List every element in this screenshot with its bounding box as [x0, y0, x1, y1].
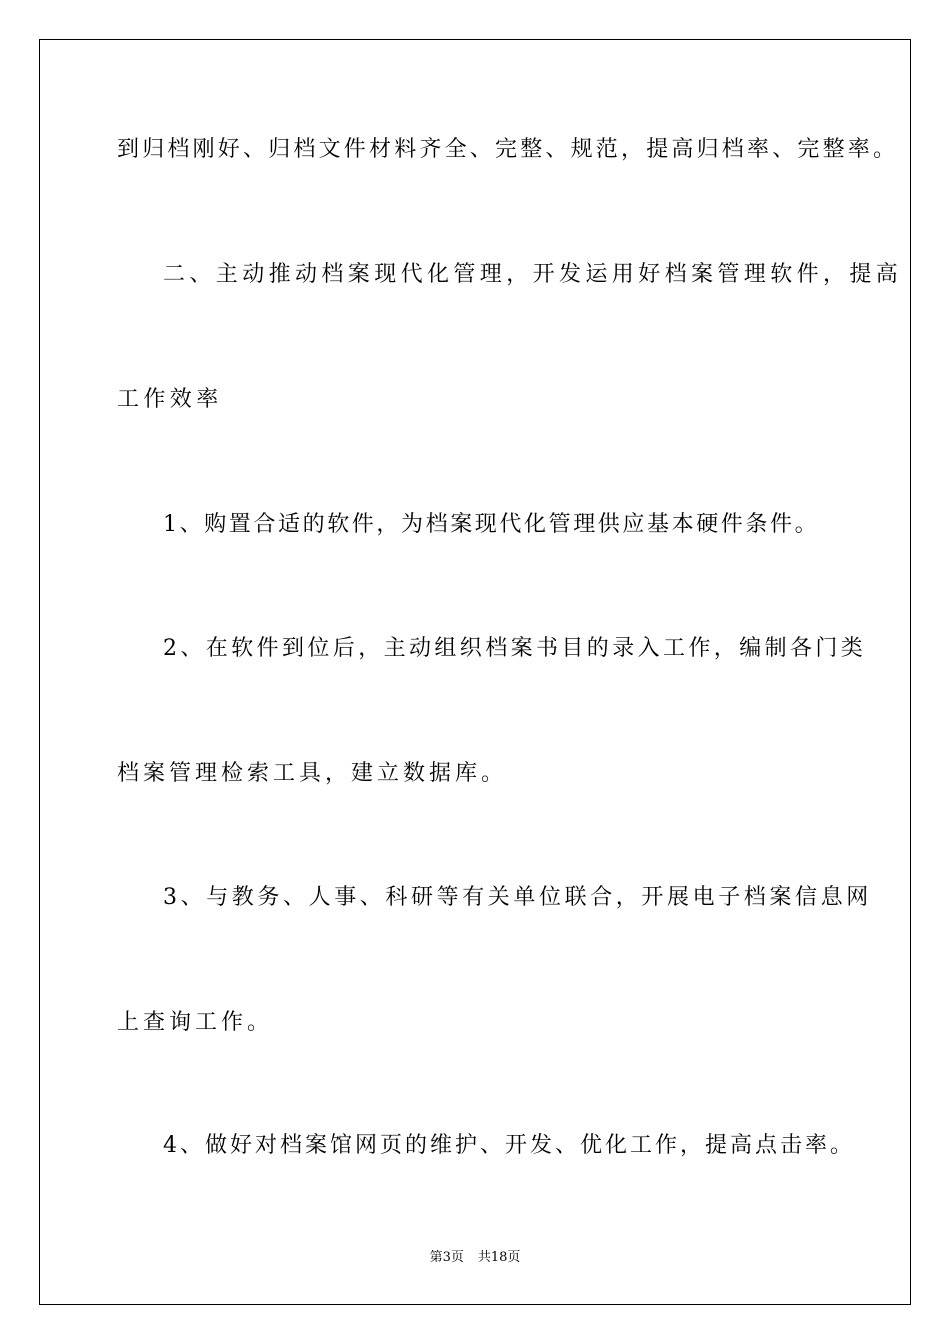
list-item-3-continued: 上查询工作。 — [117, 1010, 274, 1035]
page-number: 第3页 — [429, 1250, 464, 1265]
page-total: 共18页 — [477, 1250, 521, 1265]
page-footer — [0, 1250, 950, 1266]
list-item-3: 3、与教务、人事、科研等有关单位联合，开展电子档案信息网 — [163, 885, 872, 910]
section-heading-2: 二、主动推动档案现代化管理，开发运用好档案管理软件，提高 — [163, 262, 903, 287]
list-item-2-continued: 档案管理检索工具，建立数据库。 — [117, 761, 508, 786]
section-heading-2-continued: 工作效率 — [117, 387, 223, 412]
text-line-1: 到归档刚好、归档文件材料齐全、完整、规范，提高归档率、完整率。 — [117, 137, 899, 162]
list-item-2: 2、在软件到位后，主动组织档案书目的录入工作，编制各门类 — [163, 636, 867, 661]
list-item-4: 4、做好对档案馆网页的维护、开发、优化工作，提高点击率。 — [163, 1133, 855, 1158]
page-border — [39, 39, 911, 1305]
list-item-1: 1、购置合适的软件，为档案现代化管理供应基本硬件条件。 — [163, 512, 820, 537]
